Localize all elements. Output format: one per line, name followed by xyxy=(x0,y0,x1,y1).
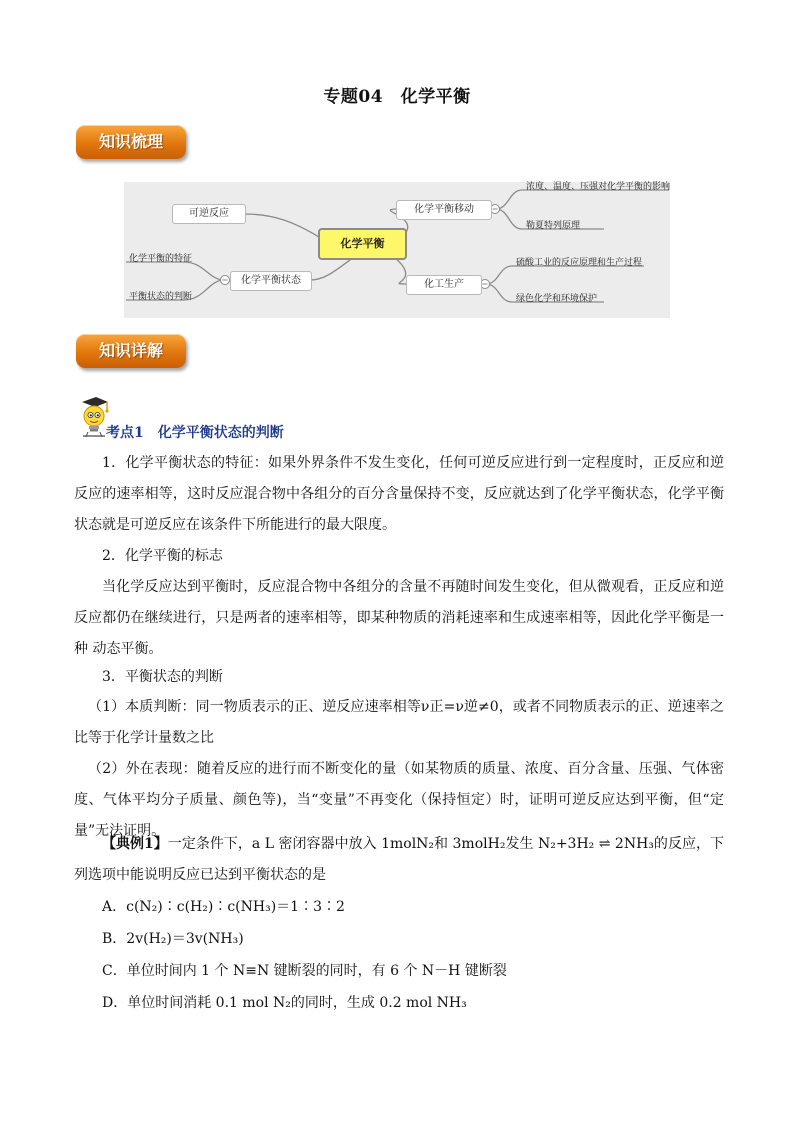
example-question-stem xyxy=(74,829,724,891)
mind-map xyxy=(124,182,670,318)
option-c: C．单位时间内 1 个 N≡N 键断裂的同时，有 6 个 N－H 键断裂 xyxy=(102,963,507,979)
paragraph-external-signs: （2）外在表现：随着反应的进行而不断变化的量（如某物质的质量、浓度、百分含量、压强、气体密度、气体平均分子质量、颜色等)，当“变量”不再变化（保持恒定）时，证明可逆反应达到平衡，但“定量”无法证明。 xyxy=(74,761,724,839)
leaf-shift-factors: 浓度、温度、压强对化学平衡的影响 xyxy=(526,182,671,192)
node-equilibrium-state: 化学平衡状态 xyxy=(230,271,312,291)
example-stem-text: 一定条件下，a L 密闭容器中放入 1molN₂和 3molH₂发生 N₂+3H₂ ⇌ 2NH₃的反应，下列选项中能说明反应已达到平衡状态的是 xyxy=(74,836,724,883)
option-b: B．2v(H₂)＝3v(NH₃) xyxy=(102,931,244,947)
paragraph-equilibrium-features: 1．化学平衡状态的特征：如果外界条件不发生变化，任何可逆反应进行到一定程度时，正反应和逆反应的速率相等，这时反应混合物中各组分的百分含量保持不变，反应就达到了化学平衡状态，化学平衡状态就是可逆反应在该条件下所能进行的最大限度。 xyxy=(74,455,724,533)
leaf-features: 化学平衡的特征 xyxy=(129,254,193,264)
node-chemical-production: 化工生产 xyxy=(406,275,482,295)
topic-header xyxy=(78,396,378,440)
connector-sulfuric xyxy=(486,266,644,284)
page-title: 专题04 化学平衡 xyxy=(323,87,471,107)
node-reversible-reaction: 可逆反应 xyxy=(172,204,246,224)
option-d: D．单位时间消耗 0.1 mol N₂的同时，生成 0.2 mol NH₃ xyxy=(102,995,467,1011)
leaf-sulfuric-acid: 硫酸工业的反应原理和生产过程 xyxy=(516,258,643,268)
option-a: A．c(N₂)∶c(H₂)∶c(NH₃)＝1∶3∶2 xyxy=(102,899,345,915)
leaf-judgement: 平衡状态的判断 xyxy=(129,292,193,302)
leaf-le-chatelier: 勒夏特列原理 xyxy=(526,221,581,231)
connector-reversible xyxy=(244,214,319,237)
node-equilibrium-shift: 化学平衡移动 xyxy=(396,200,492,220)
paragraph-essential-judgement: （1）本质判断：同一物质表示的正、逆反应速率相等ν正=ν逆≠0，或者不同物质表示的正、逆速率之比等于化学计量数之比 xyxy=(74,699,724,746)
example-label: 【典例1】 xyxy=(102,836,168,852)
section-banner-knowledge-detail: 知识详解 xyxy=(76,334,186,368)
connector-production xyxy=(394,257,406,284)
paragraph-equilibrium-sign: 当化学反应达到平衡时，反应混合物中各组分的含量不再随时间发生变化，但从微观看，正反应和逆反应都仍在继续进行，只是两者的速率相等，即某种物质的消耗速率和生成速率相等，因此化学平衡是一种 动态平衡。 xyxy=(74,579,724,657)
paragraph-equilibrium-sign-heading: 2．化学平衡的标志 xyxy=(102,548,223,564)
connector-state xyxy=(310,257,354,280)
connector-shift-factors xyxy=(496,190,669,209)
mind-map-center: 化学平衡 xyxy=(318,228,407,260)
connector-features xyxy=(126,262,224,280)
leaf-green-chemistry: 绿色化学和环境保护 xyxy=(516,294,598,304)
topic-title: 考点1 化学平衡状态的判断 xyxy=(106,425,284,441)
paragraph-judgement-heading: 3．平衡状态的判断 xyxy=(102,669,223,685)
section-banner-knowledge-review: 知识梳理 xyxy=(76,125,186,159)
